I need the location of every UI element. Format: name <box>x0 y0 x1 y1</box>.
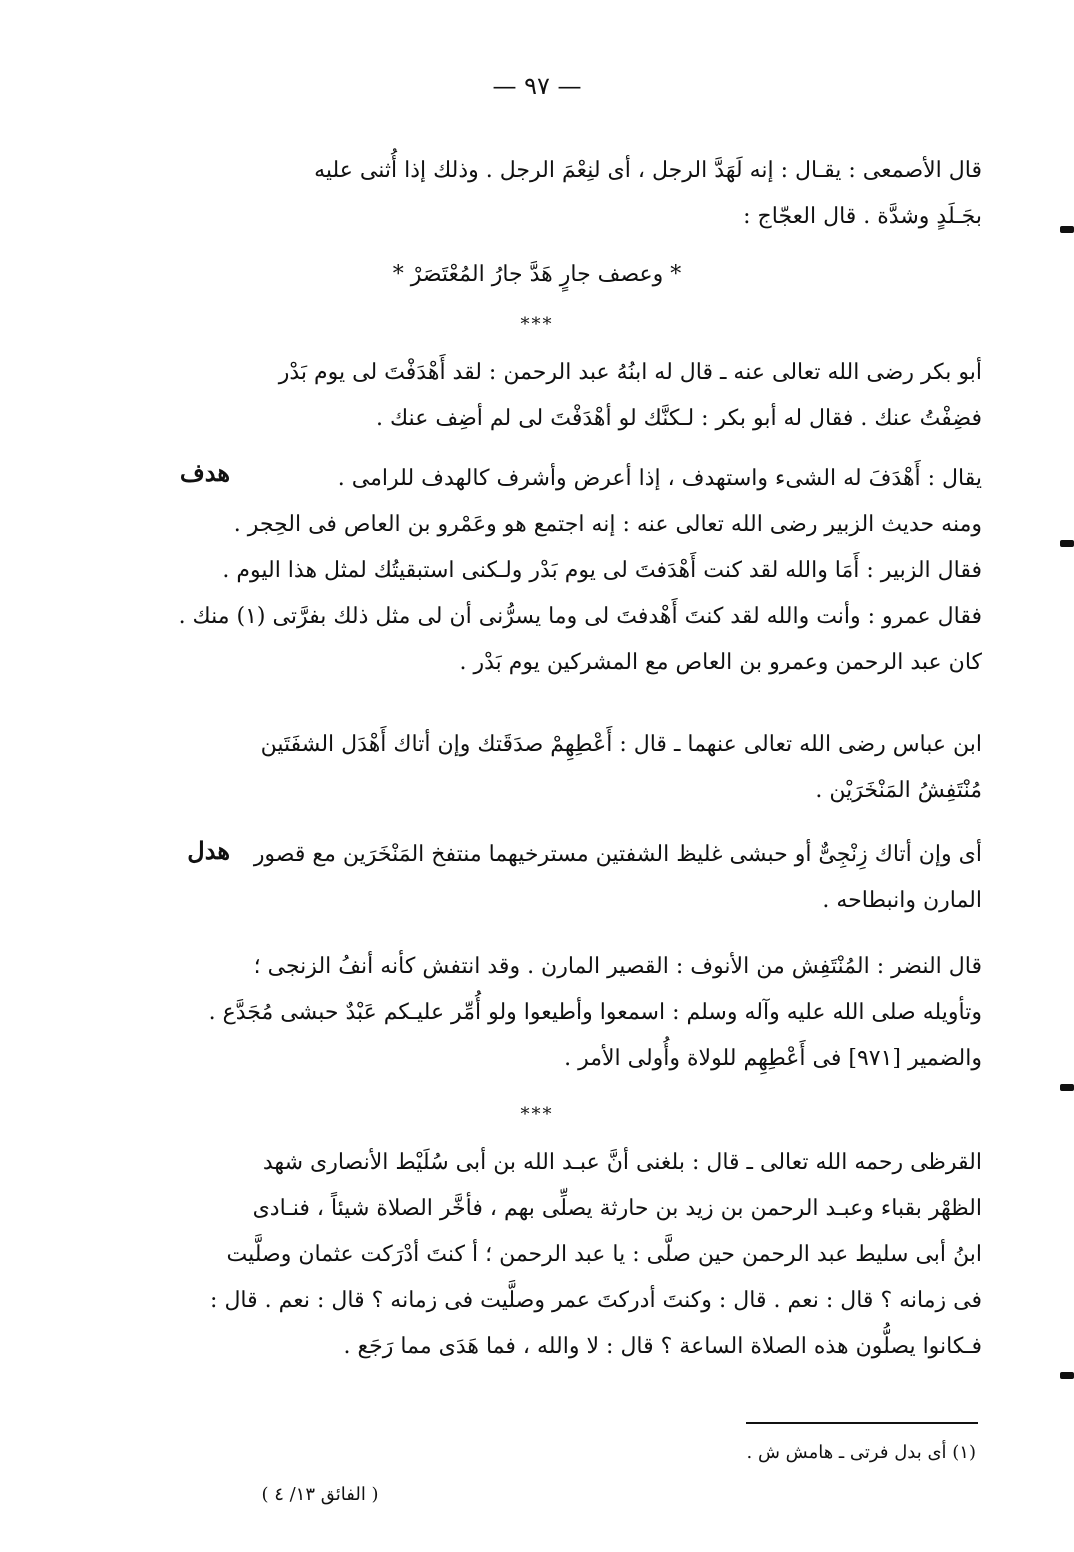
poetry-verse: * وعصف جارٍ هَدَّ جارُ المُعْتَصَرْ * <box>392 262 682 287</box>
text-line: الظهْر بقباء وعبـد الرحمن بن زيد بن حارثة يصلِّى بهم ، فأخَّر الصلاة شيئاً ، فنـادى <box>252 1196 982 1221</box>
text-line: أبو بكر رضى الله تعالى عنه ـ قال له ابنُهُ عبد الرحمن : لقد أَهْدَفْتَ لى يوم بَدْر <box>278 360 982 385</box>
footnote-rule <box>746 1422 978 1424</box>
text-line: فى زمانه ؟ قال : نعم . قال : وكنتَ أدركتَ عمر وصلَّيت فى زمانه ؟ قال : نعم . قال : <box>210 1288 982 1313</box>
signature-mark: ( الفائق ١٣/ ٤ ) <box>261 1484 379 1505</box>
text-line: كان عبد الرحمن وعمرو بن العاص مع المشركين يوم بَدْر . <box>459 650 982 675</box>
edge-mark <box>1060 1372 1074 1379</box>
text-line: فضِفْتُ عنك . فقال له أبو بكر : لـكنَّك لو أهْدَفْتَ لى لم أضِف عنك . <box>376 406 982 431</box>
edge-mark <box>1060 1084 1074 1091</box>
edge-mark <box>1060 226 1074 233</box>
text-line: ابنُ أبى سليط عبد الرحمن حين صلَّى : يا عبد الرحمن ؛ أ كنتَ أدْرَكت عثمان وصلَّيت <box>226 1242 982 1267</box>
text-line: فقال عمرو : وأنت والله لقد كنتَ أَهْدفتَ لى وما يسرُّنى أن لى مثل ذلك بفرَّتى (١) منك . <box>178 604 982 629</box>
text-line: فـكانوا يصلُّون هذه الصلاة الساعة ؟ قال : لا والله ، فما هَدَى مما رَجَع . <box>343 1334 982 1359</box>
paragraph-qurazi <box>210 1140 982 1370</box>
text-line: القرظى رحمه الله تعالى ـ قال : بلغنى أنَّ عبـد الله بن أبى سُلَيْط الأنصارى شهد <box>262 1150 982 1175</box>
text-line: قال النضر : المُنْتَفِش من الأنوف : القصير المارن . وقد انتفش كأنه أنفُ الزنجى ؛ <box>253 954 982 979</box>
text-line: مُنْتَفِشُ المَنْخَرَيْن . <box>815 778 982 803</box>
footnote: (١) أى بدل فرتى ـ هامش ش . <box>746 1442 976 1463</box>
text-line: والضمير [٩٧١] فى أَعْطِهِم للولاة وأُولى الأمر . <box>564 1046 982 1071</box>
paragraph-ibn-abbas <box>242 722 982 814</box>
text-line: ابن عباس رضى الله تعالى عنهما ـ قال : أَعْطِهِمْ صدَقَتك وإن أتاك أَهْدَل الشفَتَين <box>260 732 982 757</box>
text-line: وتأويله صلى الله عليه وآله وسلم : اسمعوا وأطيعوا ولو أُمِّر عليـكم عَبْدٌ حبشى مُجَدَّع . <box>208 1000 982 1025</box>
text-line: فقال الزبير : أَمَا والله لقد كنت أَهْدَفتَ لى يوم بَدْر ولـكنى استبقيتُك لمثل هذا اليوم . <box>222 558 982 583</box>
paragraph-nadr <box>208 944 982 1082</box>
text-line: يقال : أَهْدَفَ له الشىء واستهدف ، إذا أعرض وأشرف كالهدف للرامى . <box>337 466 982 491</box>
paragraph-asmai <box>242 148 982 240</box>
text-line: أى وإن أتاك زِنْجِىٌّ أو حبشى غليظ الشفتين مسترخيهما منتفخ المَنْخَرَين مع قصور <box>253 842 982 867</box>
margin-keyword: هدف <box>179 458 230 487</box>
section-separator: *** <box>520 314 554 335</box>
edge-mark <box>1060 540 1074 547</box>
text-line: قال الأصمعى : يقـال : إنه لَهَدَّ الرجل ، أى لنِعْمَ الرجل . وذلك إذا أُثنى عليه <box>314 158 982 183</box>
paragraph-explanation <box>242 832 982 924</box>
paragraph-hadaf <box>178 456 982 686</box>
text-line: ومنه حديث الزبير رضى الله تعالى عنه : إنه اجتمع هو وعَمْرو بن العاص فى الحِجر . <box>233 512 982 537</box>
margin-keyword: هدل <box>187 836 230 865</box>
text-line: المارن وانبطاحه . <box>822 888 982 913</box>
paragraph-abu-bakr <box>242 350 982 442</box>
text-line: بجَـلَدٍ وشدَّة . قال العجّاج : <box>743 204 982 229</box>
page-number: — ٩٧ — <box>492 72 582 100</box>
section-separator: *** <box>520 1104 554 1125</box>
